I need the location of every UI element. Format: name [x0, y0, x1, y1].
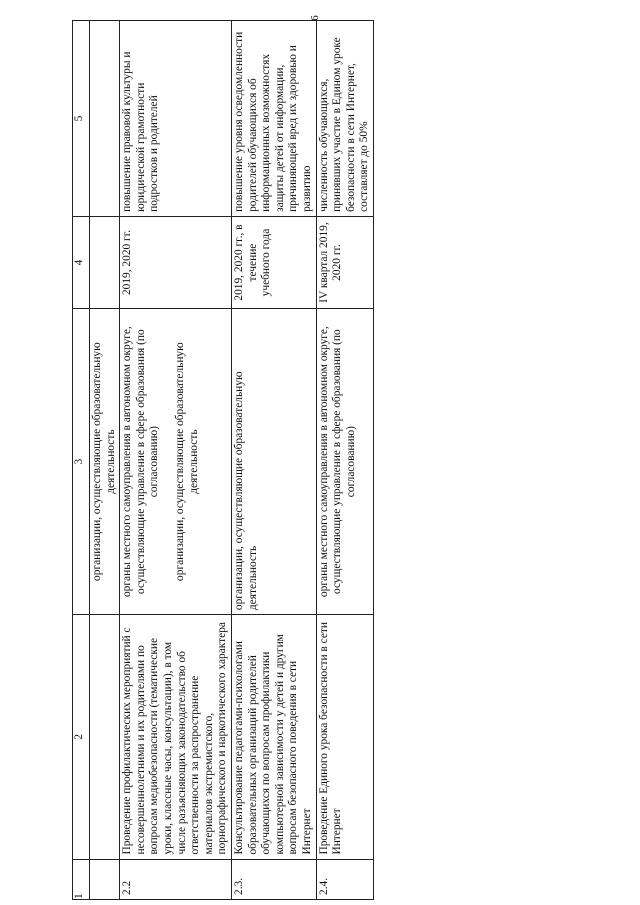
- measures-table: [72, 20, 374, 900]
- table-row: [120, 21, 232, 900]
- executor-primary: органы местного самоуправления в автономном округе, осуществляющие управление в сфере образования (по согласованию): [121, 326, 161, 598]
- header-col-1: 1: [73, 859, 90, 899]
- cell-result: повышение уровня осведомленности родителей обучающихся об информационных возможностях защиты детей от информации, причиняющей вред их здоровью и развитию: [231, 21, 316, 217]
- cell-empty: [90, 859, 120, 899]
- table-row: [316, 21, 373, 900]
- cell-period: 2019, 2020 гг.: [120, 216, 232, 308]
- cell-executor: органы местного самоуправления в автономном округе, осуществляющие управление в сфере образования (по согласованию): [316, 309, 373, 615]
- cell-empty: [90, 21, 120, 217]
- executor-secondary: организации, осуществляющие образовательную деятельность: [173, 342, 200, 581]
- cell-number: 2.4.: [316, 859, 373, 899]
- cell-period: 2019, 2020 гг., в течение учебного года: [231, 216, 316, 308]
- cell-executor: [120, 309, 232, 615]
- header-col-4: 4: [73, 216, 90, 308]
- cell-empty: [90, 216, 120, 308]
- cell-event: Консультирование педагогами-психологами образовательных организаций родителей обучающихся по вопросам профилактики компьютерной зависимости у детей и другим вопросам безопасного поведения в сети Интернет: [231, 615, 316, 859]
- table-header-row: [73, 21, 90, 900]
- cell-event: Проведение профилактических мероприятий с несовершеннолетними и их родителями по вопросам медиобезопасности (тематические уроки, классные часы, консультации), в том числе разъясняющих законодательство об ответственности за распространение материалов экстремистского, порнографического и наркотического характера: [120, 615, 232, 859]
- header-col-3: 3: [73, 309, 90, 615]
- cell-number: 2.2: [120, 859, 232, 899]
- rotated-table-container: [72, 20, 512, 900]
- cell-event: Проведение Единого урока безопасности в сети Интернет: [316, 615, 373, 859]
- cell-period: IV квартал 2019, 2020 гг.: [316, 216, 373, 308]
- header-col-2: 2: [73, 615, 90, 859]
- cell-executor: организации, осуществляющие образовательную деятельность: [231, 309, 316, 615]
- cell-executor: организации, осуществляющие образовательную деятельность: [90, 309, 120, 615]
- cell-result: повышение правовой культуры и юридической грамотности подростков и родителей: [120, 21, 232, 217]
- table-row: [231, 21, 316, 900]
- cell-result: численность обучающихся, принявших участие в Едином уроке безопасности в сети Интернет, составляет до 50%: [316, 21, 373, 217]
- header-col-5: 5: [73, 21, 90, 217]
- page-number: 6: [308, 15, 321, 21]
- cell-number: 2.3.: [231, 859, 316, 899]
- cell-empty: [90, 615, 120, 859]
- table-row-continuation: [90, 21, 120, 900]
